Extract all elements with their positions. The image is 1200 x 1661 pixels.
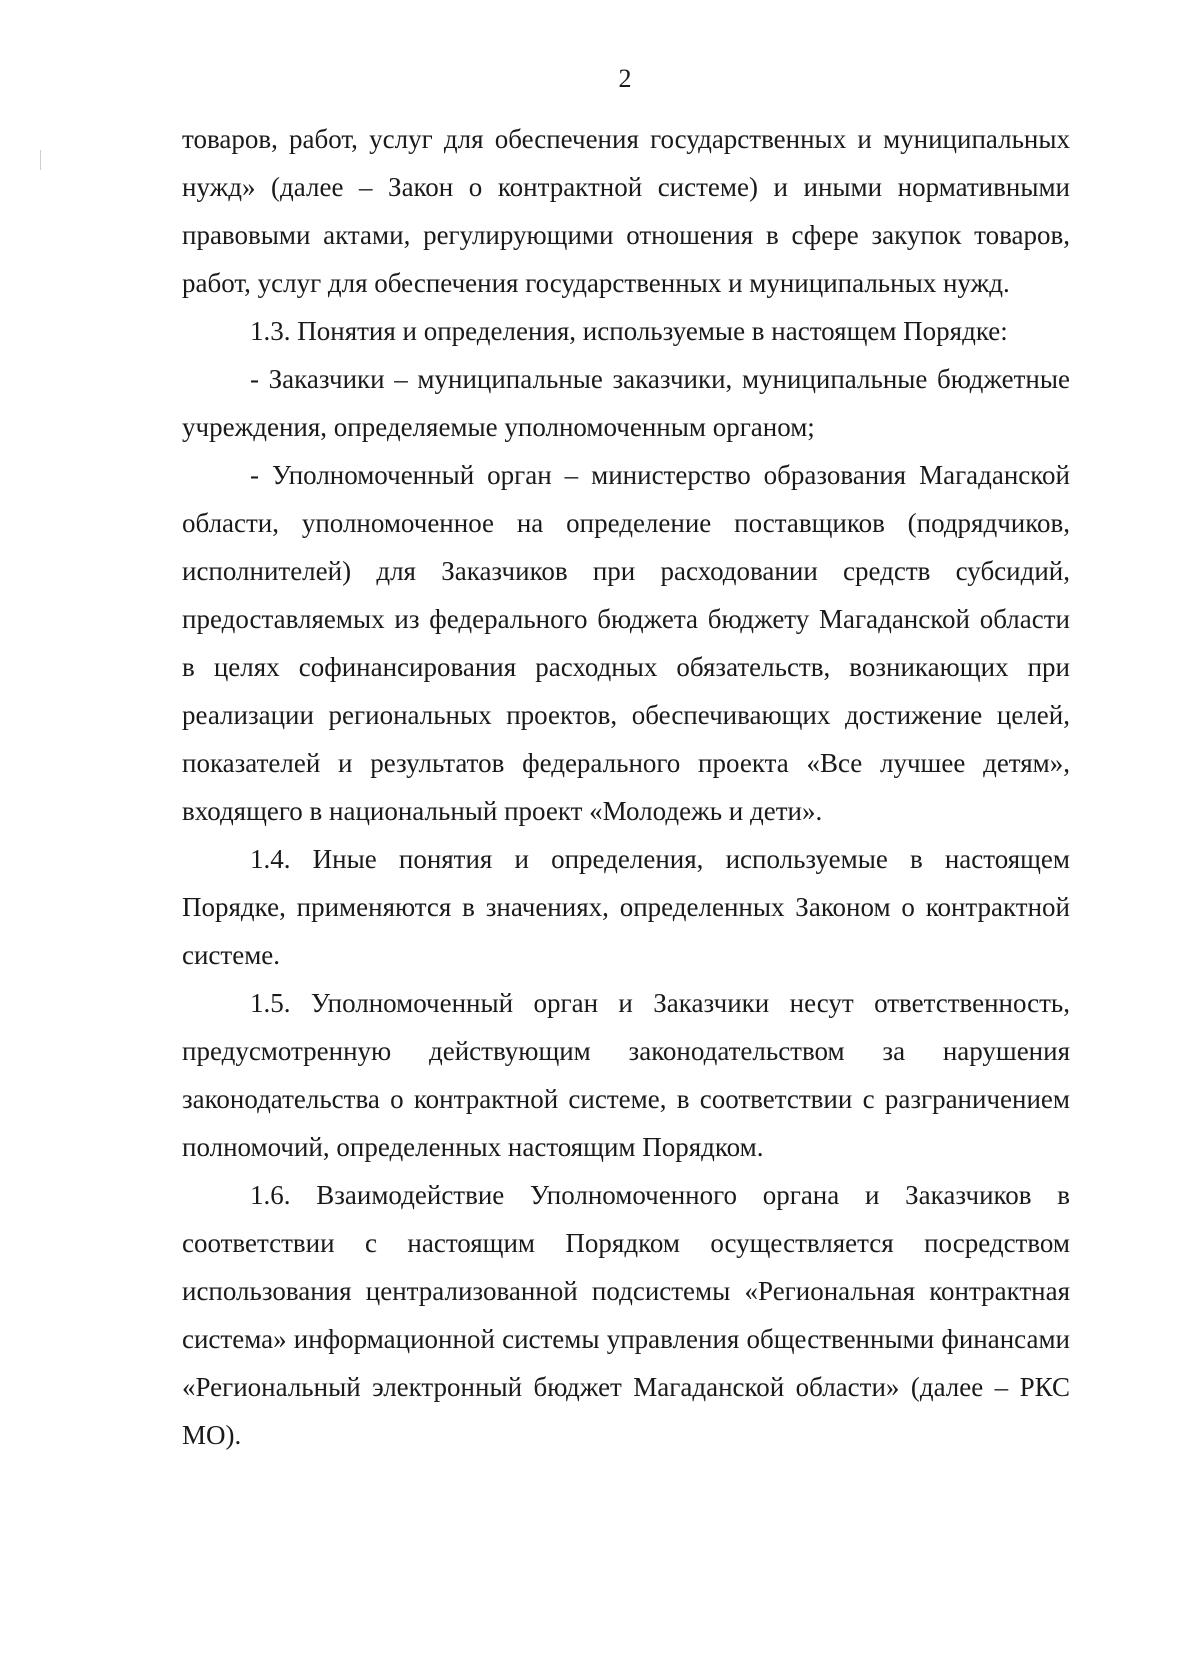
page-number: 2 bbox=[618, 64, 632, 93]
scan-artifact bbox=[40, 150, 41, 170]
paragraph-authorized-body-definition: - Уполномоченный орган – министерство образования Магаданской области, уполномоченное на определение поставщиков (подрядчиков, исполнителей) для Заказчиков при расходовании средств субсидий, предоставляемых из федерального бюджета бюджету Магаданской области в целях софинансирования расходных обязательств, возникающих при реализации региональных проектов, обеспечивающих достижение целей, показателей и результатов федерального проекта «Все лучшее детям», входящего в национальный проект «Молодежь и дети». bbox=[182, 460, 1070, 826]
paragraph-continuation: товаров, работ, услуг для обеспечения государственных и муниципальных нужд» (далее – Закон о контрактной системе) и иными нормативными правовыми актами, регулирующими отношения в сфере закупок товаров, работ, услуг для обеспечения государственных и муниципальных нужд. bbox=[182, 124, 1070, 298]
paragraph-1-4: 1.4. Иные понятия и определения, используемые в настоящем Порядке, применяются в значениях, определенных Законом о контрактной системе. bbox=[182, 844, 1070, 970]
paragraph-1-3: 1.3. Понятия и определения, используемые в настоящем Порядке: bbox=[250, 316, 1008, 346]
document-body bbox=[182, 115, 1070, 1459]
paragraph-1-6: 1.6. Взаимодействие Уполномоченного органа и Заказчиков в соответствии с настоящим Порядком осуществляется посредством использования централизованной подсистемы «Региональная контрактная система» информационной системы управления общественными финансами «Региональный электронный бюджет Магаданской области» (далее – РКС МО). bbox=[182, 1180, 1070, 1450]
paragraph-1-5: 1.5. Уполномоченный орган и Заказчики несут ответственность, предусмотренную действующим законодательством за нарушения законодательства о контрактной системе, в соответствии с разграничением полномочий, определенных настоящим Порядком. bbox=[182, 988, 1070, 1162]
paragraph-customers-definition: - Заказчики – муниципальные заказчики, муниципальные бюджетные учреждения, определяемые уполномоченным органом; bbox=[182, 364, 1070, 442]
